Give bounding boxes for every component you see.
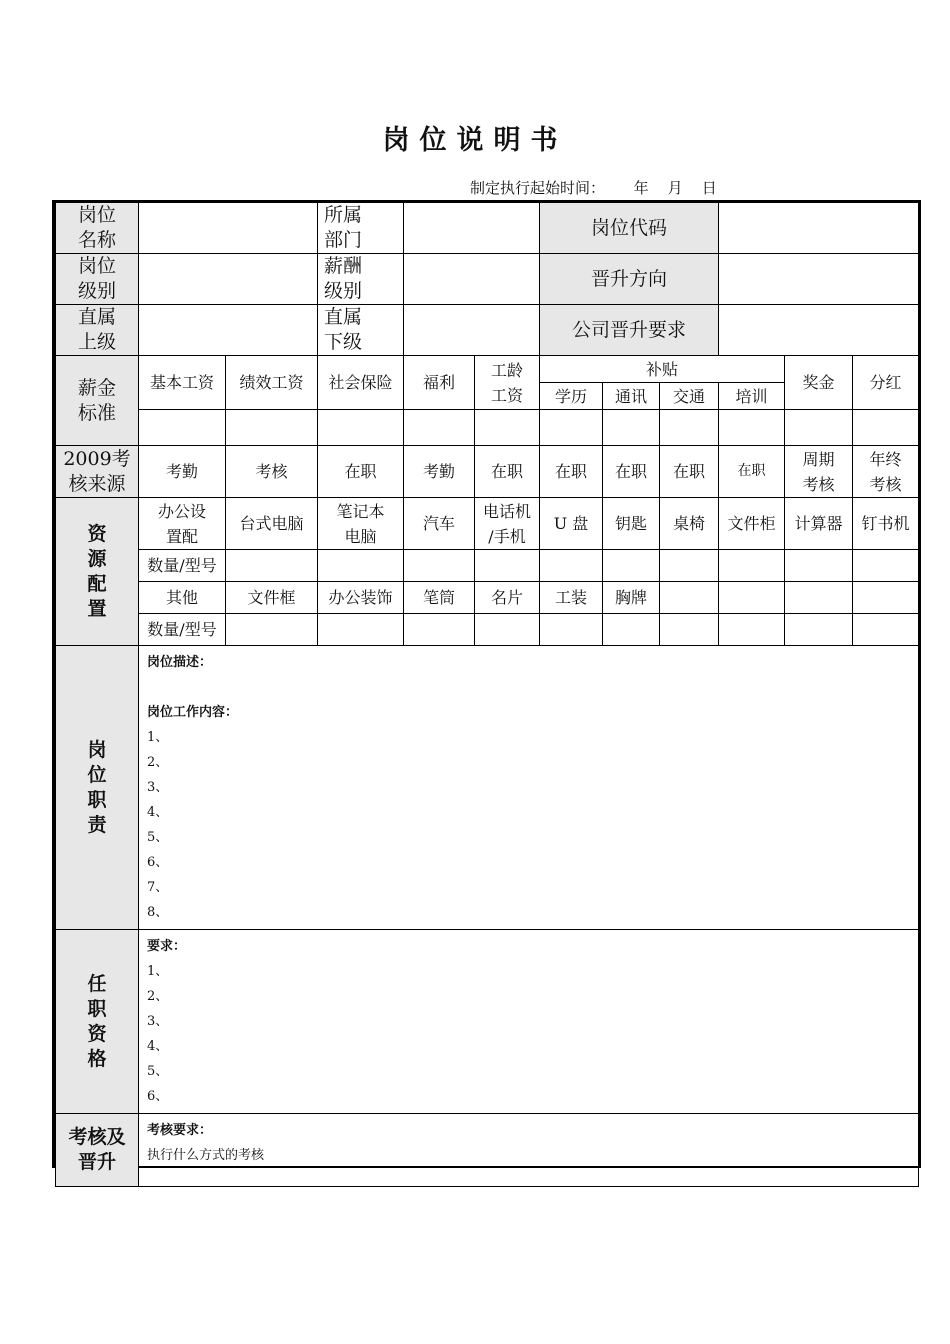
requirement-title: 要求： bbox=[147, 939, 187, 954]
performance-salary-header: 绩效工资 bbox=[226, 356, 318, 410]
resource-item: 笔筒 bbox=[404, 582, 475, 614]
dividend-header: 分红 bbox=[853, 356, 919, 410]
duty-item: 7、 bbox=[147, 880, 169, 895]
requirement-item: 5、 bbox=[147, 1064, 169, 1079]
allowance-communication: 通讯 bbox=[603, 383, 660, 410]
duty-item: 2、 bbox=[147, 755, 169, 770]
assessment-item: 考核 bbox=[226, 446, 318, 498]
allowance-education: 学历 bbox=[540, 383, 603, 410]
resource-item: 办公设 置配 bbox=[139, 498, 226, 550]
qualification-label-char: 职 bbox=[87, 997, 107, 1020]
assessment-item: 在职 bbox=[719, 446, 785, 498]
basic-row-2 bbox=[56, 254, 919, 305]
duties-row bbox=[56, 646, 919, 930]
evaluation-requirement-title: 考核要求： bbox=[147, 1123, 213, 1138]
qty-cell[interactable] bbox=[719, 550, 785, 582]
resource-item: 钉书机 bbox=[853, 498, 919, 550]
resource-row-2 bbox=[56, 582, 919, 614]
resource-label-char: 置 bbox=[87, 597, 107, 620]
duties-content[interactable] bbox=[139, 646, 919, 930]
duty-item: 5、 bbox=[147, 830, 169, 845]
resource-empty[interactable] bbox=[785, 582, 853, 614]
requirement-item: 4、 bbox=[147, 1039, 169, 1054]
effective-date: 制定执行起始时间： 年 月 日 bbox=[470, 179, 717, 197]
qty-cell[interactable] bbox=[404, 550, 475, 582]
duties-label-char: 责 bbox=[87, 813, 107, 836]
resource-item: 汽车 bbox=[404, 498, 475, 550]
resource-qty-row-1 bbox=[56, 550, 919, 582]
evaluation-text: 执行什么方式的考核 bbox=[147, 1148, 265, 1163]
assessment-item: 在职 bbox=[540, 446, 603, 498]
qty-cell[interactable] bbox=[660, 550, 719, 582]
qualification-label-char: 任 bbox=[87, 972, 107, 995]
salary-level-field[interactable] bbox=[404, 254, 540, 305]
qty-cell[interactable] bbox=[660, 614, 719, 646]
qty-cell[interactable] bbox=[318, 614, 404, 646]
assessment-item: 在职 bbox=[475, 446, 540, 498]
assessment-item: 在职 bbox=[660, 446, 719, 498]
qty-cell[interactable] bbox=[719, 614, 785, 646]
qty-cell[interactable] bbox=[226, 614, 318, 646]
resource-empty[interactable] bbox=[660, 582, 719, 614]
assessment-item: 在职 bbox=[318, 446, 404, 498]
resource-item: 其他 bbox=[139, 582, 226, 614]
qty-cell[interactable] bbox=[540, 614, 603, 646]
qty-cell[interactable] bbox=[785, 614, 853, 646]
page-title: 岗位说明书 bbox=[382, 125, 568, 156]
resource-empty[interactable] bbox=[853, 582, 919, 614]
assessment-item: 周期 考核 bbox=[785, 446, 853, 498]
resource-item: 桌椅 bbox=[660, 498, 719, 550]
social-insurance-header: 社会保险 bbox=[318, 356, 404, 410]
promotion-direction-label: 晋升方向 bbox=[540, 254, 719, 305]
assessment-item: 考勤 bbox=[404, 446, 475, 498]
requirement-item: 3、 bbox=[147, 1014, 169, 1029]
work-content-title: 岗位工作内容： bbox=[147, 705, 239, 720]
resource-item: 名片 bbox=[475, 582, 540, 614]
bonus-value[interactable] bbox=[785, 410, 853, 446]
resource-item: 办公装饰 bbox=[318, 582, 404, 614]
promotion-requirement-field[interactable] bbox=[719, 305, 919, 356]
qty-cell[interactable] bbox=[603, 550, 660, 582]
basic-row-3 bbox=[56, 305, 919, 356]
qualification-row bbox=[56, 930, 919, 1114]
duty-item: 1、 bbox=[147, 730, 169, 745]
salary-level-label: 薪酬 级别 bbox=[318, 254, 404, 305]
promotion-direction-field[interactable] bbox=[719, 254, 919, 305]
spacer bbox=[147, 675, 910, 700]
requirement-item: 1、 bbox=[147, 964, 169, 979]
salary-label: 薪金 标准 bbox=[56, 356, 139, 446]
assessment-item: 在职 bbox=[603, 446, 660, 498]
qty-cell[interactable] bbox=[226, 550, 318, 582]
quantity-model-label: 数量/型号 bbox=[139, 550, 226, 582]
seniority-salary-header: 工龄 工资 bbox=[475, 356, 540, 410]
resource-empty[interactable] bbox=[719, 582, 785, 614]
salary-header-row bbox=[56, 356, 919, 383]
requirement-item: 2、 bbox=[147, 989, 169, 1004]
education-allowance-value[interactable] bbox=[540, 410, 603, 446]
assessment-item: 考勤 bbox=[139, 446, 226, 498]
assessment-item: 年终 考核 bbox=[853, 446, 919, 498]
communication-allowance-value[interactable] bbox=[603, 410, 660, 446]
qty-cell[interactable] bbox=[603, 614, 660, 646]
resource-label-char: 源 bbox=[87, 547, 107, 570]
salary-values-row bbox=[56, 410, 919, 446]
superior-field[interactable] bbox=[139, 305, 318, 356]
bonus-header: 奖金 bbox=[785, 356, 853, 410]
resource-item: 电话机 /手机 bbox=[475, 498, 540, 550]
dividend-value[interactable] bbox=[853, 410, 919, 446]
qty-cell[interactable] bbox=[853, 614, 919, 646]
evaluation-row bbox=[56, 1114, 919, 1187]
subordinate-field[interactable] bbox=[404, 305, 540, 356]
qty-cell[interactable] bbox=[853, 550, 919, 582]
resource-item: 笔记本 电脑 bbox=[318, 498, 404, 550]
qty-cell[interactable] bbox=[475, 550, 540, 582]
qualification-content[interactable] bbox=[139, 930, 919, 1114]
qty-cell[interactable] bbox=[785, 550, 853, 582]
resource-item: 文件柜 bbox=[719, 498, 785, 550]
post-name-label: 岗位 名称 bbox=[56, 203, 139, 254]
base-salary-value[interactable] bbox=[139, 410, 226, 446]
superior-label: 直属 上级 bbox=[56, 305, 139, 356]
qualification-label bbox=[56, 930, 139, 1114]
qualification-label-char: 资 bbox=[87, 1022, 107, 1045]
resource-item: U 盘 bbox=[540, 498, 603, 550]
promotion-requirement-label: 公司晋升要求 bbox=[540, 305, 719, 356]
evaluation-content[interactable] bbox=[139, 1114, 919, 1187]
assessment-source-label: 2009考 核来源 bbox=[56, 446, 139, 498]
welfare-value[interactable] bbox=[404, 410, 475, 446]
resource-item: 钥匙 bbox=[603, 498, 660, 550]
job-description-table bbox=[55, 202, 919, 1187]
qualification-label-char: 格 bbox=[87, 1047, 107, 1070]
duties-label-char: 位 bbox=[87, 763, 107, 786]
department-label: 所属 部门 bbox=[318, 203, 404, 254]
resource-allocation-label bbox=[56, 498, 139, 646]
duty-item: 6、 bbox=[147, 855, 169, 870]
qty-cell[interactable] bbox=[540, 550, 603, 582]
performance-salary-value[interactable] bbox=[226, 410, 318, 446]
evaluation-label: 考核及 晋升 bbox=[56, 1114, 139, 1187]
post-name-field[interactable] bbox=[139, 203, 318, 254]
resource-item: 文件框 bbox=[226, 582, 318, 614]
resource-label-char: 配 bbox=[87, 572, 107, 595]
welfare-header: 福利 bbox=[404, 356, 475, 410]
allowance-traffic: 交通 bbox=[660, 383, 719, 410]
duty-item: 3、 bbox=[147, 780, 169, 795]
base-salary-header: 基本工资 bbox=[139, 356, 226, 410]
traffic-allowance-value[interactable] bbox=[660, 410, 719, 446]
resource-item: 台式电脑 bbox=[226, 498, 318, 550]
allowance-training: 培训 bbox=[719, 383, 785, 410]
assessment-row bbox=[56, 446, 919, 498]
training-allowance-value[interactable] bbox=[719, 410, 785, 446]
department-field[interactable] bbox=[404, 203, 540, 254]
resource-label-char: 资 bbox=[87, 522, 107, 545]
post-level-field[interactable] bbox=[139, 254, 318, 305]
qty-cell[interactable] bbox=[318, 550, 404, 582]
requirement-item: 6、 bbox=[147, 1089, 169, 1104]
post-code-label: 岗位代码 bbox=[540, 203, 719, 254]
resource-qty-row-2 bbox=[56, 614, 919, 646]
duty-item: 4、 bbox=[147, 805, 169, 820]
allowance-header: 补贴 bbox=[540, 356, 785, 383]
post-level-label: 岗位 级别 bbox=[56, 254, 139, 305]
post-description-title: 岗位描述： bbox=[147, 655, 213, 670]
resource-item: 计算器 bbox=[785, 498, 853, 550]
social-insurance-value[interactable] bbox=[318, 410, 404, 446]
qty-cell[interactable] bbox=[475, 614, 540, 646]
post-code-field[interactable] bbox=[719, 203, 919, 254]
resource-row-1 bbox=[56, 498, 919, 550]
duty-item: 8、 bbox=[147, 905, 169, 920]
seniority-salary-value[interactable] bbox=[475, 410, 540, 446]
basic-row-1 bbox=[56, 203, 919, 254]
subordinate-label: 直属 下级 bbox=[318, 305, 404, 356]
duties-label-char: 职 bbox=[87, 788, 107, 811]
qty-cell[interactable] bbox=[404, 614, 475, 646]
resource-item: 工装 bbox=[540, 582, 603, 614]
duties-label bbox=[56, 646, 139, 930]
resource-item: 胸牌 bbox=[603, 582, 660, 614]
quantity-model-label: 数量/型号 bbox=[139, 614, 226, 646]
duties-label-char: 岗 bbox=[87, 738, 107, 761]
